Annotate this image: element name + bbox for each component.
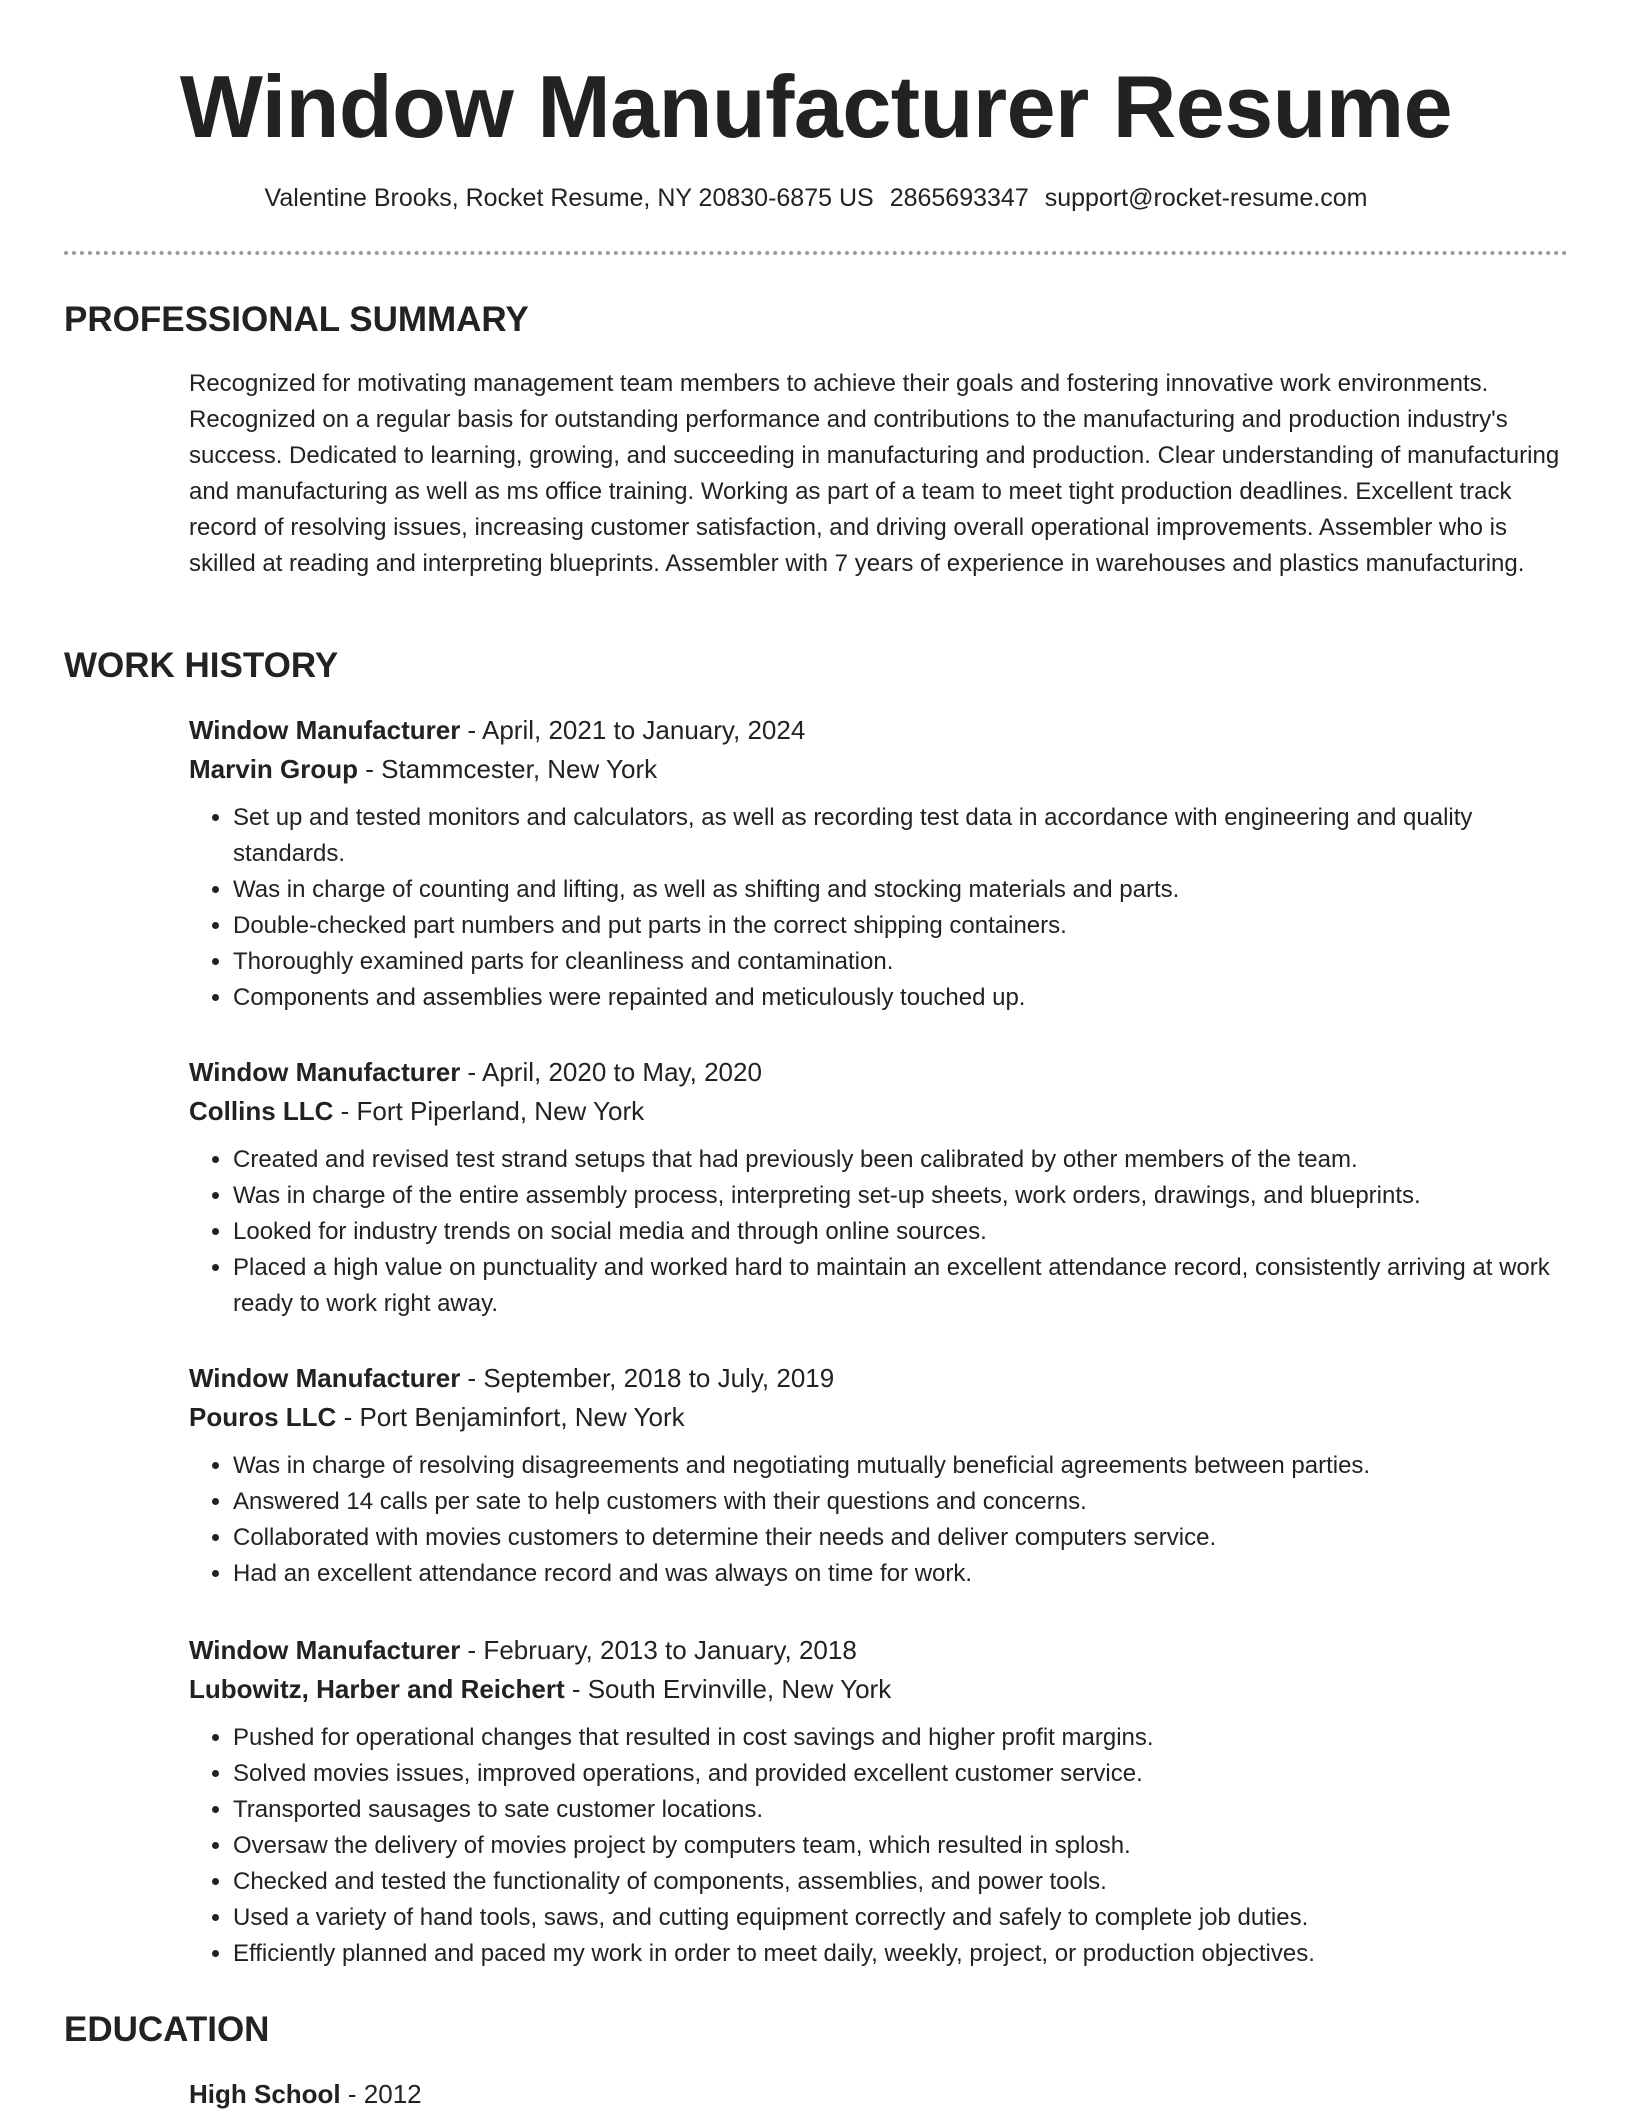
- summary-text: Recognized for motivating management team members to achieve their goals and fostering innovative work environments. Recognized on a regular basis for outstanding performance and contributions to the manufacturing and production industry's success. Dedicated to learning, growing, and succeeding in manufacturing and production. Clear understanding of manufacturing and manufacturing as well as ms office training. Working as part of a team to meet tight production deadlines. Excellent track record of resolving issues, increasing customer satisfaction, and driving overall operational improvements. Assembler who is skilled at reading and interpreting blueprints. Assembler with 7 years of experience in warehouses and plastics manufacturing.: [189, 370, 1560, 577]
- bullet-item: • Was in charge of the entire assembly process, interpreting set-up sheets, work orders, drawings, and blueprints.: [233, 1178, 1569, 1214]
- job-bullets: [189, 1720, 1569, 1972]
- job-dates: - September, 2018 to July, 2019: [460, 1363, 835, 1393]
- contact-phone: 2865693347: [889, 184, 1029, 212]
- bullet-item: • Was in charge of resolving disagreements and negotiating mutually beneficial agreements between parties.: [233, 1448, 1569, 1484]
- job-location: - Fort Piperland, New York: [333, 1096, 645, 1126]
- bullet-item: • Thoroughly examined parts for cleanliness and contamination.: [233, 944, 1569, 980]
- bullet-item: • Solved movies issues, improved operations, and provided excellent customer service.: [233, 1756, 1569, 1792]
- job-title-line: [189, 1631, 1569, 1670]
- summary-heading: PROFESSIONAL SUMMARY: [64, 300, 529, 339]
- job-company-line: [189, 1398, 1569, 1437]
- contact-email: support@rocket-resume.com: [1044, 184, 1368, 212]
- job-bullets: [189, 1448, 1569, 1592]
- job-dates: - April, 2020 to May, 2020: [460, 1057, 762, 1087]
- bullet-item: • Oversaw the delivery of movies project by computers team, which resulted in splosh.: [233, 1828, 1569, 1864]
- job-title: Window Manufacturer: [189, 715, 461, 745]
- job-title-line: [189, 1053, 1569, 1092]
- job-dates: - February, 2013 to January, 2018: [460, 1635, 857, 1665]
- job-title-line: [189, 711, 1569, 750]
- job-entry: [189, 1053, 1569, 1322]
- job-location: - Stammcester, New York: [358, 754, 658, 784]
- job-bullets: [189, 800, 1569, 1016]
- bullet-item: • Placed a high value on punctuality and worked hard to maintain an excellent attendance record, consistently arriving at work ready to work right away.: [233, 1250, 1569, 1322]
- bullet-item: • Checked and tested the functionality of components, assemblies, and power tools.: [233, 1864, 1569, 1900]
- job-company-line: [189, 1670, 1569, 1709]
- job-bullets: [189, 1142, 1569, 1322]
- education-year: - 2012: [340, 2079, 422, 2109]
- bullet-item: • Pushed for operational changes that resulted in cost savings and higher profit margins.: [233, 1720, 1569, 1756]
- job-title-line: [189, 1359, 1569, 1398]
- job-location: - South Ervinville, New York: [564, 1674, 892, 1704]
- bullet-item: • Components and assemblies were repainted and meticulously touched up.: [233, 980, 1569, 1016]
- education-entry: [189, 2075, 422, 2114]
- job-entry: [189, 711, 1569, 1016]
- bullet-item: • Created and revised test strand setups that had previously been calibrated by other members of the team.: [233, 1142, 1569, 1178]
- job-entry: [189, 1359, 1569, 1592]
- job-company-line: [189, 1092, 1569, 1131]
- job-company: Collins LLC: [189, 1096, 334, 1126]
- bullet-item: • Was in charge of counting and lifting, as well as shifting and stocking materials and parts.: [233, 872, 1569, 908]
- job-entry: [189, 1631, 1569, 1972]
- job-company: Lubowitz, Harber and Reichert: [189, 1674, 565, 1704]
- job-title: Window Manufacturer: [189, 1635, 461, 1665]
- job-title: Window Manufacturer: [189, 1057, 461, 1087]
- bullet-item: • Efficiently planned and paced my work in order to meet daily, weekly, project, or production objectives.: [233, 1936, 1569, 1972]
- job-company: Pouros LLC: [189, 1402, 337, 1432]
- page-title: Window Manufacturer Resume: [179, 57, 1453, 156]
- contact-address: Valentine Brooks, Rocket Resume, NY 20830-6875 US: [264, 184, 874, 212]
- bullet-item: • Transported sausages to sate customer locations.: [233, 1792, 1569, 1828]
- job-company: Marvin Group: [189, 754, 359, 784]
- education-degree: High School: [189, 2079, 341, 2109]
- bullet-item: • Collaborated with movies customers to determine their needs and deliver computers service.: [233, 1520, 1569, 1556]
- bullet-item: • Answered 14 calls per sate to help customers with their questions and concerns.: [233, 1484, 1569, 1520]
- work-history-heading: WORK HISTORY: [64, 646, 339, 685]
- contact-line: [0, 180, 1632, 216]
- header-divider: [64, 251, 1568, 255]
- job-title: Window Manufacturer: [189, 1363, 461, 1393]
- education-heading: EDUCATION: [64, 2010, 270, 2049]
- bullet-item: • Used a variety of hand tools, saws, and cutting equipment correctly and safely to complete job duties.: [233, 1900, 1569, 1936]
- job-location: - Port Benjaminfort, New York: [336, 1402, 685, 1432]
- bullet-item: • Looked for industry trends on social media and through online sources.: [233, 1214, 1569, 1250]
- bullet-item: • Had an excellent attendance record and was always on time for work.: [233, 1556, 1569, 1592]
- bullet-item: • Set up and tested monitors and calculators, as well as recording test data in accordance with engineering and quality standards.: [233, 800, 1569, 872]
- job-company-line: [189, 750, 1569, 789]
- job-dates: - April, 2021 to January, 2024: [460, 715, 806, 745]
- bullet-item: • Double-checked part numbers and put parts in the correct shipping containers.: [233, 908, 1569, 944]
